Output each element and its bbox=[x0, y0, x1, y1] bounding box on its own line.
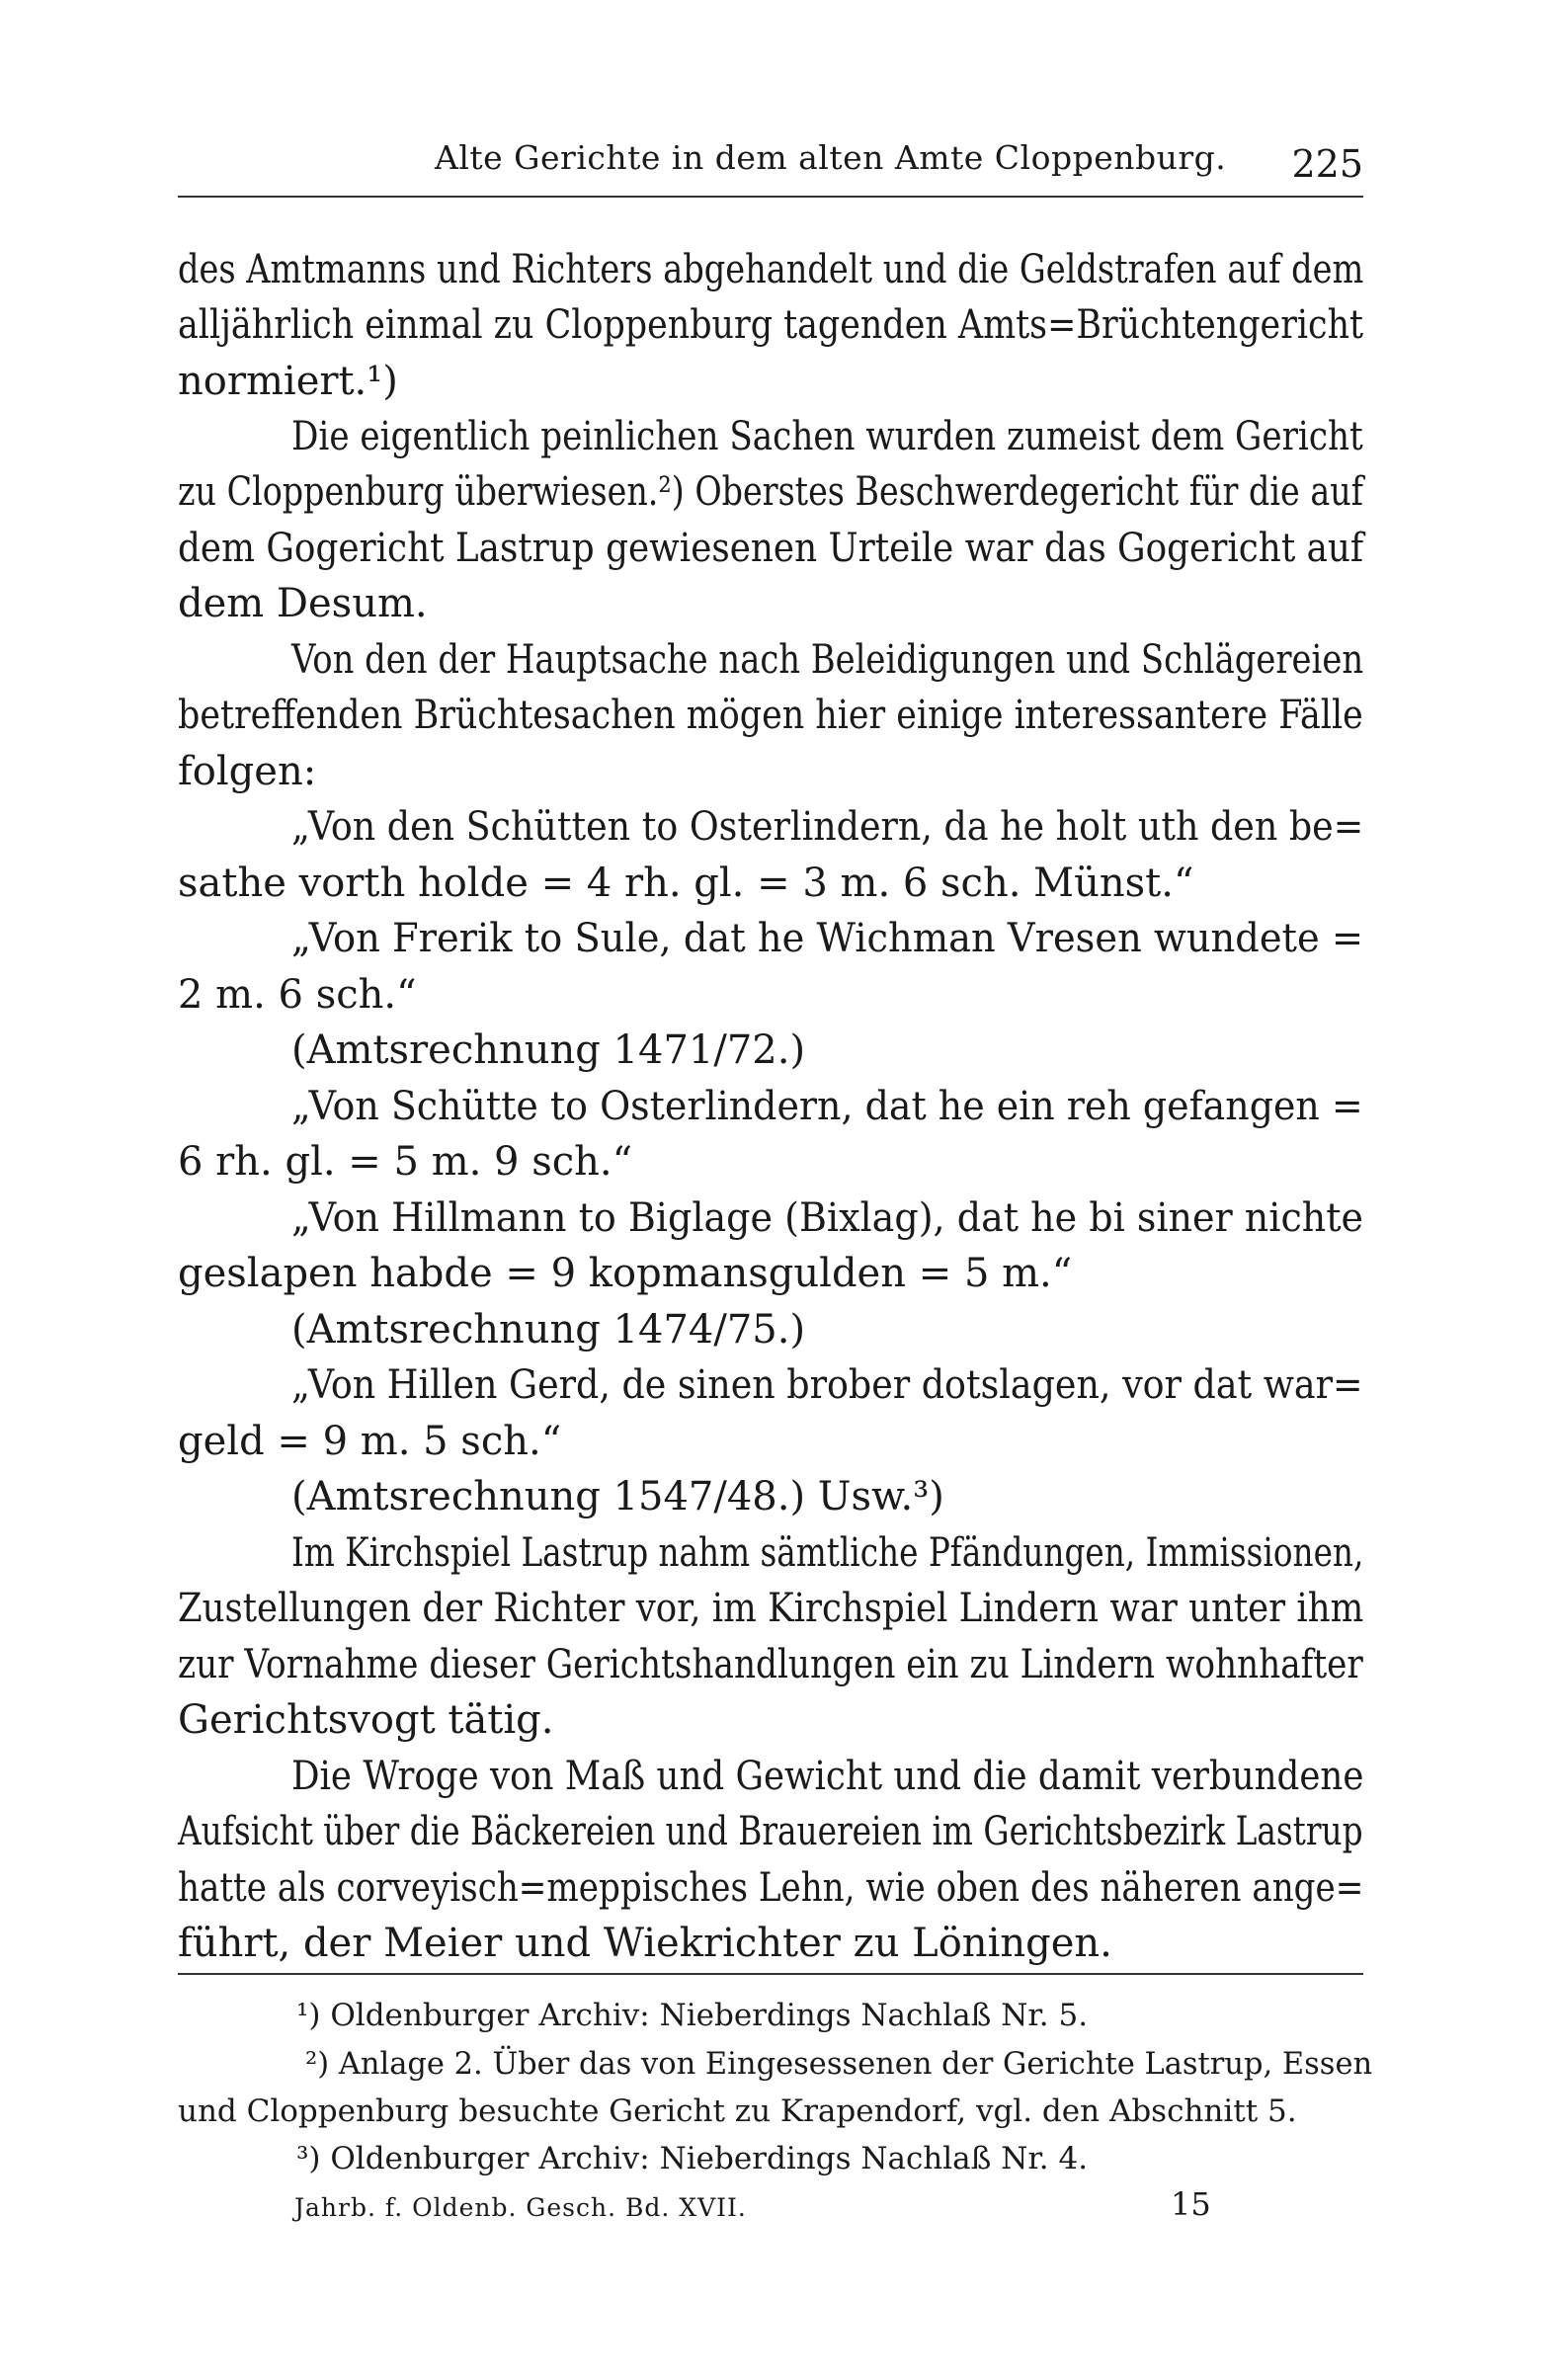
footnote: ¹) Oldenburger Archiv: Nieberdings Nachlaß Nr. 5. bbox=[296, 1998, 1089, 2033]
text-line: zur Vornahme dieser Gerichtshandlungen ein zu Lindern wohnhafter bbox=[178, 1642, 1363, 1687]
text-line: Von den der Hauptsache nach Beleidigungen und Schlägereien bbox=[291, 637, 1364, 683]
text-line: Zustellungen der Richter vor, im Kirchspiel Lindern war unter ihm bbox=[178, 1586, 1364, 1631]
text-line: führt, der Meier und Wiekrichter zu Löningen. bbox=[178, 1921, 1112, 1966]
text-line: Gerichtsvogt tätig. bbox=[178, 1697, 554, 1743]
text-line: betreffenden Brüchtesachen mögen hier einige interessantere Fälle bbox=[178, 693, 1363, 738]
text-line: geld = 9 m. 5 sch.“ bbox=[178, 1419, 562, 1464]
page-header bbox=[178, 138, 1363, 198]
text-line: Aufsicht über die Bäckereien und Brauereien im Gerichtsbezirk Lastrup bbox=[178, 1809, 1363, 1854]
text-line: alljährlich einmal zu Cloppenburg tagenden Amts=Brüchtengericht bbox=[178, 302, 1364, 348]
text-line: Die Wroge von Maß und Gewicht und die damit verbundene bbox=[291, 1754, 1364, 1799]
text-line: „Von den Schütten to Osterlindern, da he holt uth den be= bbox=[291, 804, 1364, 850]
page-number: 225 bbox=[1291, 142, 1363, 186]
text-line: geslapen habde = 9 kopmansgulden = 5 m.“ bbox=[178, 1251, 1073, 1296]
text-line: „Von Hillmann to Biglage (Bixlag), dat he bi siner nichte bbox=[291, 1195, 1364, 1241]
text-line: hatte als corveyisch=meppisches Lehn, wie oben des näheren ange= bbox=[178, 1865, 1364, 1911]
footnote-rule bbox=[178, 1973, 1363, 1975]
sheet-number: 15 bbox=[1171, 2185, 1211, 2223]
text-line: Im Kirchspiel Lastrup nahm sämtliche Pfändungen, Immissionen, bbox=[291, 1530, 1364, 1576]
footnote: ³) Oldenburger Archiv: Nieberdings Nachlaß Nr. 4. bbox=[296, 2141, 1089, 2176]
text-line: dem Gogericht Lastrup gewiesenen Urteile war das Gogericht auf bbox=[178, 526, 1364, 571]
text-line: „Von Hillen Gerd, de sinen brober dotslagen, vor dat war= bbox=[291, 1362, 1363, 1408]
text-line: zu Cloppenburg überwiesen.²) Oberstes Beschwerdegericht für die auf bbox=[178, 469, 1363, 515]
text-line: (Amtsrechnung 1471/72.) bbox=[291, 1027, 806, 1073]
text-line: Die eigentlich peinlichen Sachen wurden zumeist dem Gericht bbox=[291, 414, 1363, 459]
text-line: normiert.¹) bbox=[178, 359, 398, 404]
text-line: (Amtsrechnung 1474/75.) bbox=[291, 1307, 806, 1353]
text-line: des Amtmanns und Richters abgehandelt und die Geldstrafen auf dem bbox=[178, 247, 1364, 292]
text-line: „Von Schütte to Osterlindern, dat he ein reh gefangen = bbox=[291, 1084, 1363, 1129]
text-line: dem Desum. bbox=[178, 581, 428, 626]
text-line: (Amtsrechnung 1547/48.) Usw.³) bbox=[291, 1474, 944, 1519]
header-rule bbox=[178, 196, 1363, 198]
footnote: ²) Anlage 2. Über das von Eingesessenen der Gerichte Lastrup, Essen bbox=[305, 2046, 1373, 2082]
signature-line: Jahrb. f. Oldenb. Gesch. Bd. XVII. bbox=[294, 2193, 747, 2222]
running-title: Alte Gerichte in dem alten Amte Cloppenburg. bbox=[435, 138, 1227, 177]
text-line: sathe vorth holde = 4 rh. gl. = 3 m. 6 sch. Münst.“ bbox=[178, 861, 1194, 906]
footnote: und Cloppenburg besuchte Gericht zu Krapendorf, vgl. den Abschnitt 5. bbox=[178, 2093, 1297, 2129]
text-line: 6 rh. gl. = 5 m. 9 sch.“ bbox=[178, 1139, 633, 1185]
text-line: folgen: bbox=[178, 749, 317, 794]
text-line: 2 m. 6 sch.“ bbox=[178, 972, 417, 1018]
text-line: „Von Frerik to Sule, dat he Wichman Vresen wundete = bbox=[291, 916, 1364, 961]
